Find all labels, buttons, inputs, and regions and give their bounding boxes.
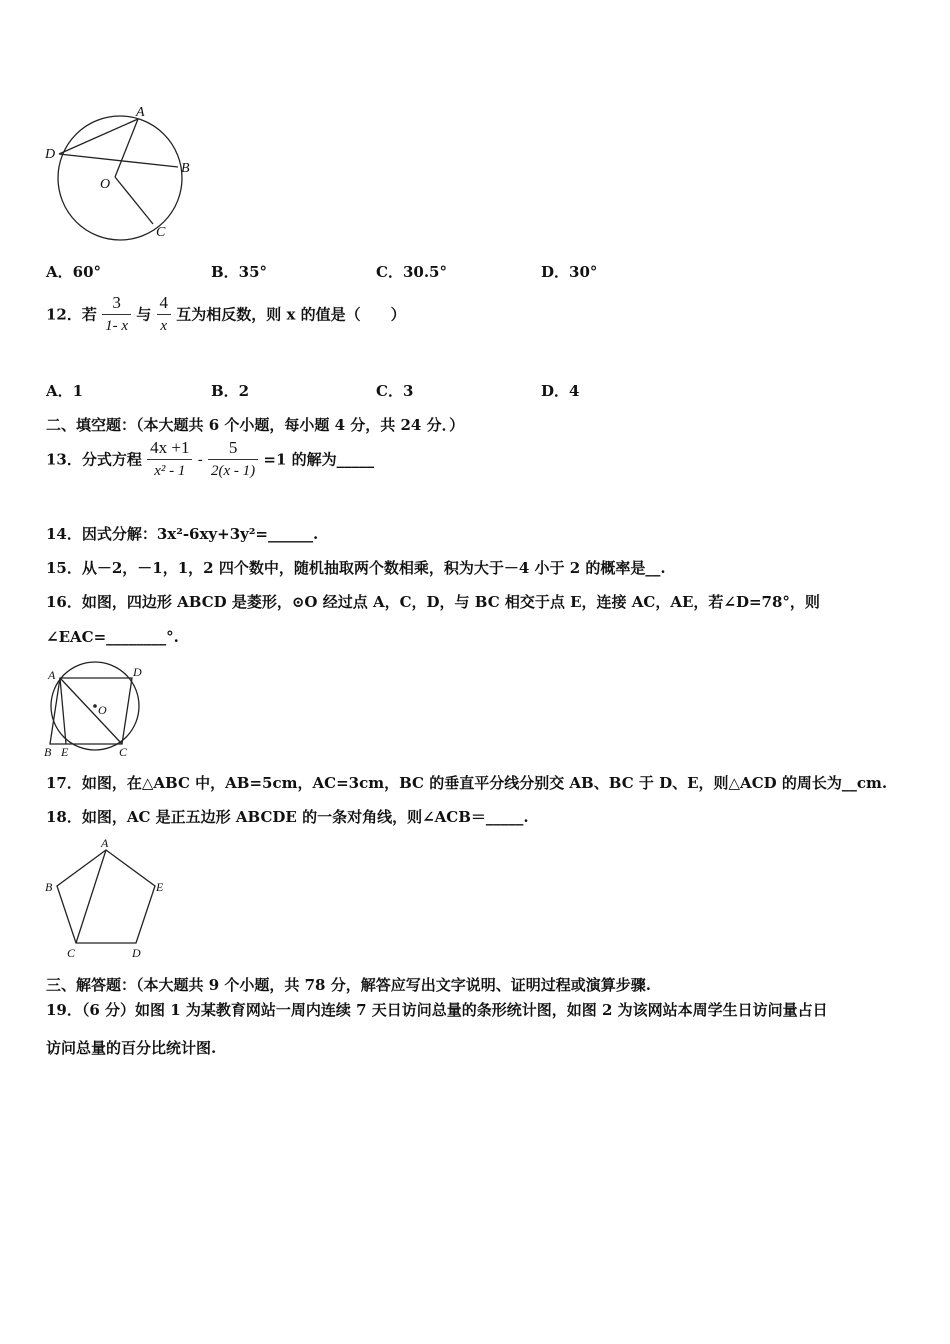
- q12-fraction-2: [157, 292, 172, 337]
- q12-option-c: C．3: [376, 382, 414, 400]
- q13-frac2-den: 2(x - 1): [208, 459, 258, 482]
- label-d: D: [45, 147, 56, 162]
- q12-option-a: A．1: [46, 382, 84, 400]
- q11-option-b: B．35°: [211, 263, 268, 281]
- q12-option-d: D．4: [541, 382, 580, 400]
- radius-oc: [115, 177, 153, 224]
- q13-fraction-2: [208, 437, 258, 482]
- q13-frac1-den: x² - 1: [147, 459, 192, 482]
- label-c: C: [156, 225, 166, 240]
- label-a: A: [136, 105, 145, 120]
- label-d: D: [133, 665, 142, 679]
- label-d: D: [132, 946, 141, 960]
- segment-ac: [60, 678, 122, 744]
- question-19-line-1: 19．（6 分）如图 1 为某教育网站一周内连续 7 天日访问总量的条形统计图，如图 2 为该网站本周学生日访问量占日: [46, 1001, 828, 1019]
- q13-label: 13．分式方程: [46, 450, 142, 469]
- pentagon-abcde: [57, 850, 155, 943]
- q12-option-b: B．2: [211, 382, 250, 400]
- question-16-line-1: 16．如图，四边形 ABCD 是菱形，⊙O 经过点 A，C，D，与 BC 相交于点 E，连接 AC，AE，若∠D=78°，则: [46, 593, 820, 611]
- label-b: B: [181, 161, 190, 176]
- circle-o: [58, 116, 182, 240]
- q12-frac1-den: 1- x: [102, 314, 131, 337]
- question-17: 17．如图，在△ABC 中，AB=5cm，AC=3cm，BC 的垂直平分线分别交 AB、BC 于 D、E，则△ACD 的周长为__cm.: [46, 774, 888, 792]
- label-c: C: [119, 745, 128, 759]
- question-14: 14．因式分解：3x²-6xy+3y²=______.: [46, 525, 319, 543]
- center-dot: [93, 704, 97, 708]
- q13-frac1-num: 4x +1: [150, 438, 190, 457]
- q11-option-a: A．60°: [46, 263, 102, 281]
- q13-fraction-1: [147, 437, 192, 482]
- q13-frac2-num: 5: [228, 438, 238, 457]
- q12-frac1-num: 3: [112, 293, 121, 312]
- label-e: E: [61, 745, 69, 759]
- q12-and: 与: [136, 305, 152, 324]
- pentagon-figure-q18: [40, 836, 175, 961]
- question-18: 18．如图，AC 是正五边形 ABCDE 的一条对角线，则∠ACB＝_____.: [46, 808, 529, 826]
- q13-minus: -: [197, 450, 203, 469]
- label-e: E: [156, 880, 164, 894]
- label-b: B: [45, 880, 53, 894]
- q12-rest: 互为相反数，则 x 的值是（ ）: [176, 305, 406, 324]
- rhombus-circle-figure-q16: [40, 660, 150, 760]
- q12-frac2-den: x: [157, 314, 172, 337]
- diagonal-ac: [76, 850, 106, 943]
- circle-figure-q11: [40, 100, 210, 245]
- q11-option-d: D．30°: [541, 263, 598, 281]
- label-a: A: [101, 836, 109, 850]
- section-2-heading: 二、填空题：（本大题共 6 个小题，每小题 4 分，共 24 分．）: [46, 416, 465, 434]
- question-13: [46, 437, 374, 482]
- label-a: A: [48, 668, 56, 682]
- question-12: [46, 292, 406, 337]
- question-16-line-2: ∠EAC=________°.: [46, 628, 179, 646]
- section-3-heading: 三、解答题：（本大题共 9 个小题，共 78 分，解答应写出文字说明、证明过程或演算步骤.: [46, 976, 651, 994]
- question-19-line-2: 访问总量的百分比统计图.: [46, 1039, 217, 1057]
- q12-fraction-1: [102, 292, 131, 337]
- q13-rest: =1 的解为_____: [263, 450, 375, 469]
- label-b: B: [44, 745, 52, 759]
- q11-option-c: C．30.5°: [376, 263, 447, 281]
- q12-frac2-num: 4: [159, 293, 168, 312]
- chord-db: [59, 154, 178, 167]
- label-c: C: [67, 946, 76, 960]
- label-o: O: [100, 177, 111, 192]
- label-o: O: [98, 703, 107, 717]
- question-15: 15．从－2，－1，1，2 四个数中，随机抽取两个数相乘，积为大于－4 小于 2 的概率是__.: [46, 559, 666, 577]
- q12-number: 12．若: [46, 305, 97, 324]
